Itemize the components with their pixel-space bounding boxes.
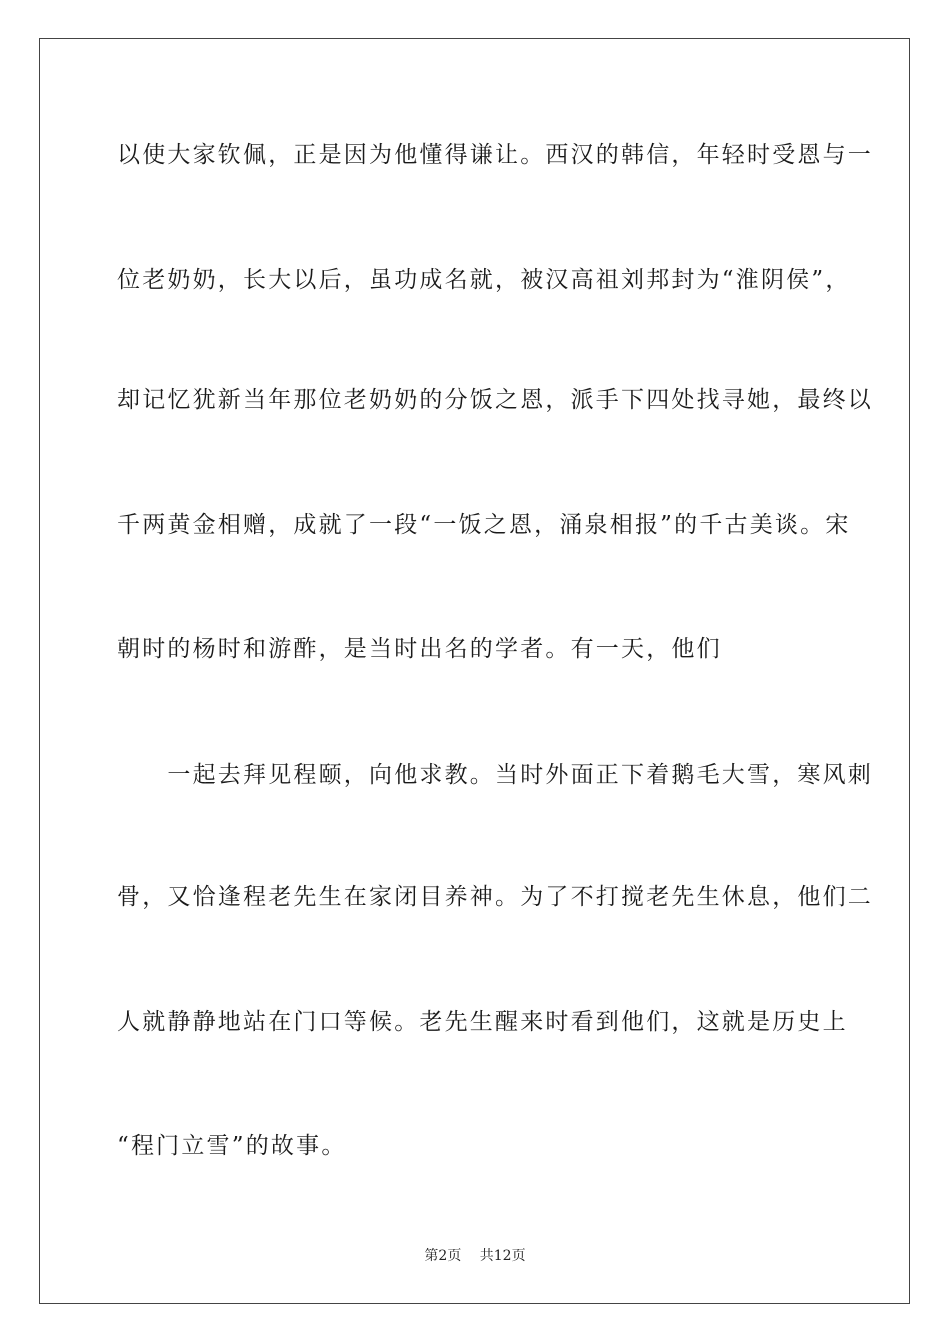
page-number-footer: 第2页 共12页 — [424, 1248, 526, 1264]
body-text-line: 一起去拜见程颐，向他求教。当时外面正下着鹅毛大雪，寒风刺 — [117, 762, 873, 788]
body-text-line: 骨，又恰逢程老先生在家闭目养神。为了不打搅老先生休息，他们二 — [117, 884, 873, 910]
body-text-line: 朝时的杨时和游酢，是当时出名的学者。有一天，他们 — [117, 636, 722, 662]
page-border — [39, 38, 910, 1304]
body-text-line: 人就静静地站在门口等候。老先生醒来时看到他们，这就是历史上 — [117, 1009, 848, 1035]
body-text-line: 却记忆犹新当年那位老奶奶的分饭之恩，派手下四处找寻她，最终以 — [117, 387, 873, 413]
body-text-line: 千两黄金相赠，成就了一段“一饭之恩，涌泉相报”的千古美谈。宋 — [117, 512, 851, 538]
body-text-line: “程门立雪”的故事。 — [117, 1133, 347, 1159]
body-text-line: 以使大家钦佩，正是因为他懂得谦让。西汉的韩信，年轻时受恩与一 — [117, 142, 873, 168]
body-text-line: 位老奶奶，长大以后，虽功成名就，被汉高祖刘邦封为“淮阴侯”， — [117, 267, 851, 293]
